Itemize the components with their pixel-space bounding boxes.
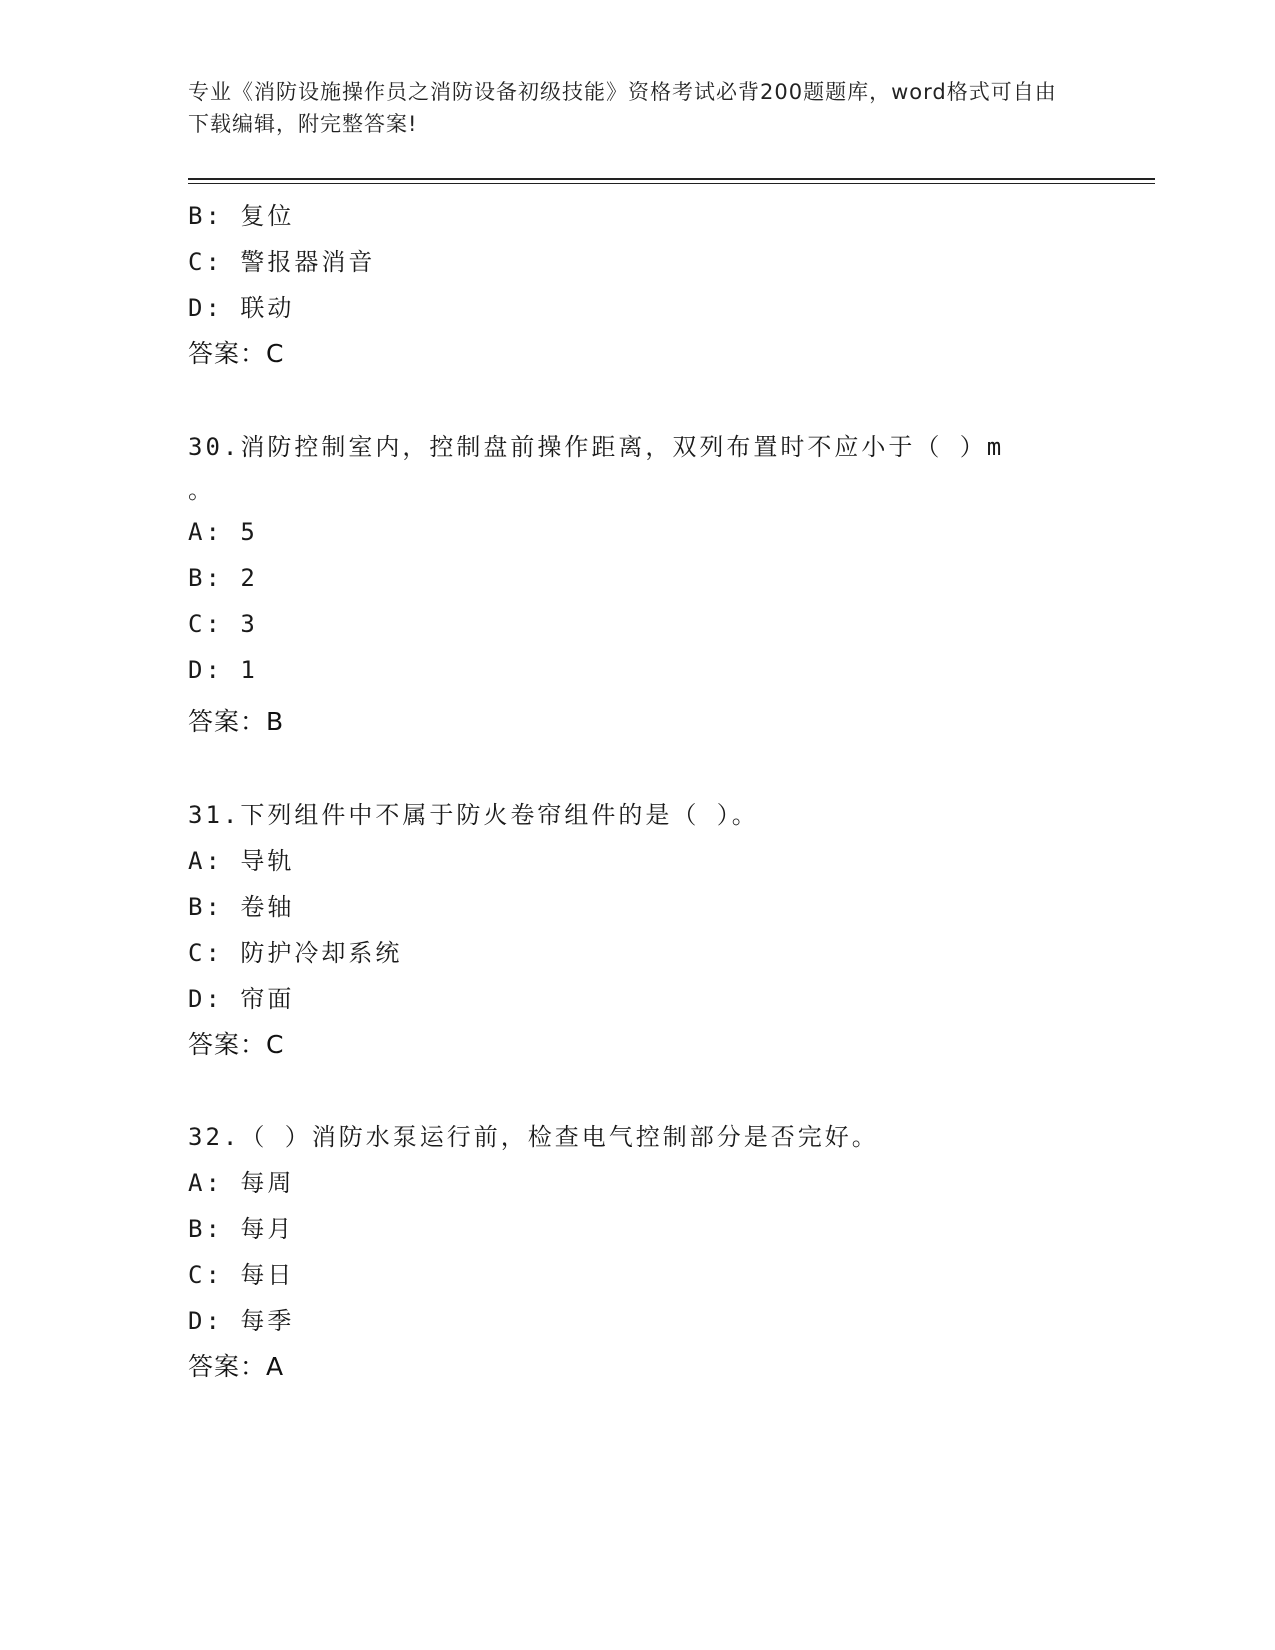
q30-option-d: D: 1 bbox=[188, 656, 258, 684]
header-divider-thick bbox=[188, 178, 1155, 180]
header-divider-thin bbox=[188, 183, 1155, 184]
q31-answer: 答案：C bbox=[188, 1030, 285, 1059]
document-header: 专业《消防设施操作员之消防设备初级技能》资格考试必背200题题库，word格式可自由下载编辑，附完整答案! bbox=[188, 80, 1057, 136]
q30-option-a: A: 5 bbox=[188, 518, 258, 546]
q31-option-d: D: 帘面 bbox=[188, 985, 295, 1013]
q30-answer: 答案：B bbox=[188, 707, 285, 736]
q32-option-b: B: 每月 bbox=[188, 1215, 295, 1243]
q29-option-b: B: 复位 bbox=[188, 202, 295, 230]
q31-option-a: A: 导轨 bbox=[188, 847, 295, 875]
q32-answer: 答案：A bbox=[188, 1352, 285, 1381]
q30-stem-line2: 。 bbox=[188, 476, 215, 504]
q32-option-a: A: 每周 bbox=[188, 1169, 295, 1197]
q31-option-b: B: 卷轴 bbox=[188, 893, 295, 921]
q30-option-c: C: 3 bbox=[188, 610, 258, 638]
q32-stem: 32.（ ）消防水泵运行前，检查电气控制部分是否完好。 bbox=[188, 1123, 879, 1151]
q32-option-c: C: 每日 bbox=[188, 1261, 295, 1289]
q29-option-c: C: 警报器消音 bbox=[188, 248, 376, 276]
q31-stem: 31.下列组件中不属于防火卷帘组件的是（ ）。 bbox=[188, 801, 759, 829]
q30-option-b: B: 2 bbox=[188, 564, 258, 592]
q31-option-c: C: 防护冷却系统 bbox=[188, 939, 403, 967]
q32-option-d: D: 每季 bbox=[188, 1307, 295, 1335]
q29-answer: 答案：C bbox=[188, 339, 285, 368]
q30-stem-line1: 30.消防控制室内，控制盘前操作距离，双列布置时不应小于（ ）m bbox=[188, 433, 1005, 461]
q29-option-d: D: 联动 bbox=[188, 294, 295, 322]
